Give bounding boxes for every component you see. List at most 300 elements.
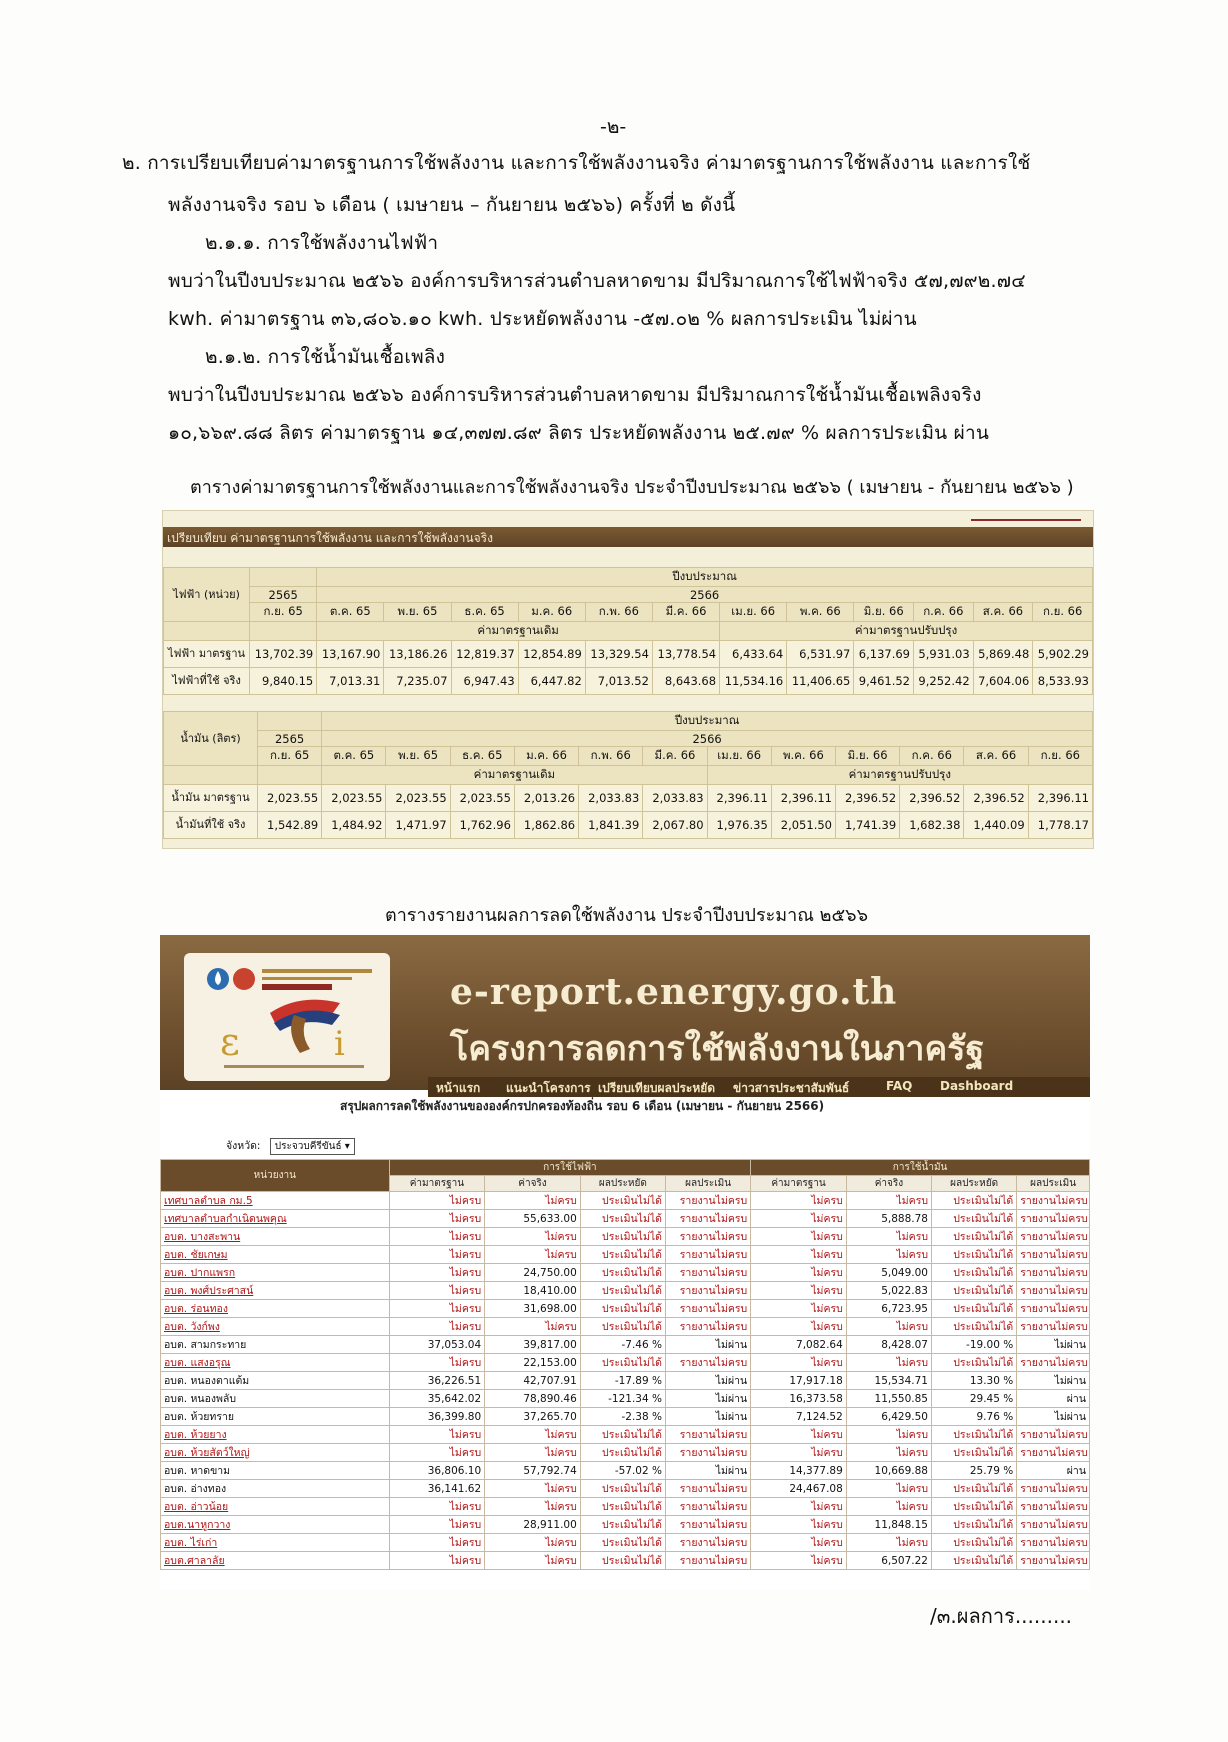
value-cell: 2,067.80 bbox=[643, 812, 707, 839]
value-cell: ไม่ครบ bbox=[846, 1354, 931, 1372]
value-cell: 17,917.18 bbox=[751, 1372, 847, 1390]
month-row bbox=[164, 603, 1093, 622]
decor-line bbox=[971, 513, 1081, 521]
electric-header: การใช้ไฟฟ้า bbox=[389, 1160, 751, 1176]
fiscal-year-label: ปีงบประมาณ bbox=[322, 712, 1093, 731]
month-header: เม.ย. 66 bbox=[707, 747, 771, 766]
electric-line-2: kwh. ค่ามาตรฐาน ๓๖,๘๐๖.๑๐ kwh. ประหยัดพลังงาน -๕๗.๐๒ % ผลการประเมิน ไม่ผ่าน bbox=[168, 308, 917, 330]
value-cell: 5,902.29 bbox=[1033, 641, 1093, 668]
value-cell: 36,399.80 bbox=[389, 1408, 485, 1426]
value-cell: ไม่ครบ bbox=[485, 1444, 581, 1462]
value-cell: ประเมินไม่ได้ bbox=[932, 1480, 1017, 1498]
value-cell: 5,049.00 bbox=[846, 1264, 931, 1282]
blank-cell bbox=[250, 622, 317, 641]
unit-name-link[interactable]: อบต.ศาลาลัย bbox=[161, 1552, 390, 1570]
unit-header: หน่วยงาน bbox=[161, 1160, 390, 1192]
value-cell: 5,869.48 bbox=[973, 641, 1033, 668]
value-cell: ไม่ผ่าน bbox=[665, 1372, 750, 1390]
column-header: ค่าจริง bbox=[485, 1176, 581, 1192]
value-cell: รายงานไม่ครบ bbox=[1017, 1480, 1090, 1498]
value-cell: ไม่ผ่าน bbox=[665, 1408, 750, 1426]
value-cell: ประเมินไม่ได้ bbox=[932, 1534, 1017, 1552]
value-cell: ประเมินไม่ได้ bbox=[932, 1318, 1017, 1336]
table-row bbox=[161, 1444, 1090, 1462]
value-cell: ประเมินไม่ได้ bbox=[580, 1300, 665, 1318]
value-cell: ไม่ครบ bbox=[389, 1282, 485, 1300]
ereport-url: e-report.energy.go.th bbox=[450, 971, 898, 1013]
value-cell: 16,373.58 bbox=[751, 1390, 847, 1408]
value-cell: 2,396.11 bbox=[1028, 785, 1092, 812]
blank-cell bbox=[164, 622, 250, 641]
value-cell: 39,817.00 bbox=[485, 1336, 581, 1354]
unit-name-link[interactable]: อบต. หนองตาแต้ม bbox=[161, 1372, 390, 1390]
value-cell: 13,167.90 bbox=[317, 641, 384, 668]
unit-name-link[interactable]: อบต. วังก์พง bbox=[161, 1318, 390, 1336]
table-row bbox=[161, 1498, 1090, 1516]
value-cell: ไม่ผ่าน bbox=[665, 1390, 750, 1408]
nav-compare[interactable]: เปรียบเทียบผลประหยัด bbox=[598, 1081, 716, 1095]
value-cell: ไม่ครบ bbox=[846, 1228, 931, 1246]
value-cell: 1,762.96 bbox=[450, 812, 514, 839]
month-header: ก.ค. 66 bbox=[914, 603, 974, 622]
value-cell: 14,377.89 bbox=[751, 1462, 847, 1480]
table-row bbox=[161, 1372, 1090, 1390]
value-cell: รายงานไม่ครบ bbox=[1017, 1444, 1090, 1462]
value-cell: ไม่ครบ bbox=[846, 1192, 931, 1210]
report-caption: ตารางรายงานผลการลดใช้พลังงาน ประจำปีงบประมาณ ๒๕๖๖ bbox=[385, 905, 869, 926]
province-filter bbox=[226, 1137, 355, 1155]
value-cell: -17.89 % bbox=[580, 1372, 665, 1390]
value-cell: ไม่ครบ bbox=[485, 1318, 581, 1336]
value-cell: รายงานไม่ครบ bbox=[1017, 1300, 1090, 1318]
value-cell: ประเมินไม่ได้ bbox=[932, 1192, 1017, 1210]
value-cell: ไม่ครบ bbox=[389, 1444, 485, 1462]
value-cell: 37,265.70 bbox=[485, 1408, 581, 1426]
province-value: ประจวบคีรีขันธ์ bbox=[274, 1141, 342, 1152]
unit-name-link[interactable]: อบต. สามกระทาย bbox=[161, 1336, 390, 1354]
standard-old-label: ค่ามาตรฐานเดิม bbox=[322, 766, 707, 785]
month-header: มิ.ย. 66 bbox=[854, 603, 914, 622]
value-cell: ไม่ครบ bbox=[751, 1210, 847, 1228]
unit-name-link[interactable]: อบต. อ่าวน้อย bbox=[161, 1498, 390, 1516]
column-header: ผลประหยัด bbox=[580, 1176, 665, 1192]
comparison-image bbox=[162, 510, 1094, 849]
value-cell: รายงานไม่ครบ bbox=[665, 1552, 750, 1570]
value-cell: รายงานไม่ครบ bbox=[665, 1210, 750, 1228]
svg-text:ε: ε bbox=[220, 1020, 240, 1064]
ereport-nav bbox=[428, 1077, 1090, 1097]
value-cell: 5,022.83 bbox=[846, 1282, 931, 1300]
table-row bbox=[161, 1192, 1090, 1210]
value-cell: 13.30 % bbox=[932, 1372, 1017, 1390]
value-cell: ประเมินไม่ได้ bbox=[932, 1516, 1017, 1534]
month-header: ธ.ค. 65 bbox=[450, 747, 514, 766]
value-cell: 31,698.00 bbox=[485, 1300, 581, 1318]
subsection-electric-title: ๒.๑.๑. การใช้พลังงานไฟฟ้า bbox=[205, 232, 439, 254]
value-cell: ประเมินไม่ได้ bbox=[580, 1228, 665, 1246]
unit-name-link[interactable]: อบต. บางสะพาน bbox=[161, 1228, 390, 1246]
month-header: ก.ย. 65 bbox=[250, 603, 317, 622]
value-cell: ไม่ครบ bbox=[389, 1426, 485, 1444]
footer-continuation: /๓.ผลการ......... bbox=[930, 1604, 1073, 1628]
value-cell: ไม่ครบ bbox=[751, 1228, 847, 1246]
value-cell: 2,396.11 bbox=[707, 785, 771, 812]
month-header: ม.ค. 66 bbox=[514, 747, 578, 766]
unit-name-link[interactable]: อบต. ปากแพรก bbox=[161, 1264, 390, 1282]
table-row bbox=[161, 1318, 1090, 1336]
row-group-label: น้ำมัน (ลิตร) bbox=[164, 712, 258, 766]
value-cell: 6,429.50 bbox=[846, 1408, 931, 1426]
value-cell: 36,141.62 bbox=[389, 1480, 485, 1498]
ereport-project-title: โครงการลดการใช้พลังงานในภาครัฐ bbox=[450, 1029, 985, 1069]
unit-name-link[interactable]: อบต. หาดขาม bbox=[161, 1462, 390, 1480]
value-cell: ไม่ผ่าน bbox=[1017, 1408, 1090, 1426]
value-cell: รายงานไม่ครบ bbox=[1017, 1282, 1090, 1300]
header-row bbox=[164, 712, 1093, 731]
month-header: ต.ค. 65 bbox=[322, 747, 386, 766]
value-cell: ไม่ครบ bbox=[751, 1318, 847, 1336]
value-cell: 6,947.43 bbox=[451, 668, 518, 695]
table-row bbox=[161, 1210, 1090, 1228]
unit-name-link[interactable]: เทศบาลตำบล กม.5 bbox=[161, 1192, 390, 1210]
value-cell: 9,252.42 bbox=[914, 668, 974, 695]
value-cell: รายงานไม่ครบ bbox=[665, 1444, 750, 1462]
value-cell: ไม่ครบ bbox=[751, 1282, 847, 1300]
value-cell: รายงานไม่ครบ bbox=[665, 1282, 750, 1300]
ereport-table bbox=[160, 1159, 1090, 1570]
value-cell: 6,433.64 bbox=[720, 641, 787, 668]
value-cell: 11,406.65 bbox=[787, 668, 854, 695]
value-cell: 10,669.88 bbox=[846, 1462, 931, 1480]
month-header: ก.ย. 66 bbox=[1033, 603, 1093, 622]
value-cell: 12,854.89 bbox=[518, 641, 585, 668]
value-cell: ไม่ครบ bbox=[485, 1192, 581, 1210]
value-cell: ไม่ครบ bbox=[389, 1534, 485, 1552]
ministry-logo bbox=[184, 953, 390, 1081]
unit-name-link[interactable]: เทศบาลตำบลกำเนิดนพคุณ bbox=[161, 1210, 390, 1228]
nav-faq[interactable]: FAQ bbox=[886, 1079, 913, 1093]
value-cell: รายงานไม่ครบ bbox=[1017, 1228, 1090, 1246]
value-cell: ไม่ครบ bbox=[389, 1210, 485, 1228]
unit-name-link[interactable]: อบต. อ่างทอง bbox=[161, 1480, 390, 1498]
value-cell: 42,707.91 bbox=[485, 1372, 581, 1390]
blank-cell bbox=[258, 712, 322, 731]
value-cell: ไม่ครบ bbox=[846, 1480, 931, 1498]
table-row bbox=[161, 1354, 1090, 1372]
column-header: ค่ามาตรฐาน bbox=[751, 1176, 847, 1192]
value-cell: ประเมินไม่ได้ bbox=[580, 1354, 665, 1372]
year-row bbox=[164, 731, 1093, 747]
value-cell: ผ่าน bbox=[1017, 1462, 1090, 1480]
header-row bbox=[164, 568, 1093, 587]
value-cell: 1,440.09 bbox=[964, 812, 1028, 839]
value-cell: ประเมินไม่ได้ bbox=[932, 1228, 1017, 1246]
month-header: พ.ย. 65 bbox=[386, 747, 450, 766]
oil-line-2: ๑๐,๖๖๙.๘๘ ลิตร ค่ามาตรฐาน ๑๔,๓๗๗.๘๙ ลิตร ประหยัดพลังงาน ๒๕.๗๙ % ผลการประเมิน ผ่าน bbox=[168, 422, 990, 444]
month-header: ส.ค. 66 bbox=[964, 747, 1028, 766]
unit-name-link[interactable]: อบต. ห้วยทราย bbox=[161, 1408, 390, 1426]
month-header: ธ.ค. 65 bbox=[451, 603, 518, 622]
value-cell: 18,410.00 bbox=[485, 1282, 581, 1300]
value-cell: 25.79 % bbox=[932, 1462, 1017, 1480]
value-cell: ไม่ครบ bbox=[846, 1444, 931, 1462]
value-cell: ประเมินไม่ได้ bbox=[580, 1480, 665, 1498]
unit-name-link[interactable]: อบต. แสงอรุณ bbox=[161, 1354, 390, 1372]
unit-name-link[interactable]: อบต. ร่อนทอง bbox=[161, 1300, 390, 1318]
nav-news[interactable]: ข่าวสารประชาสัมพันธ์ bbox=[733, 1081, 850, 1095]
value-cell: 6,507.22 bbox=[846, 1552, 931, 1570]
value-cell: ประเมินไม่ได้ bbox=[580, 1498, 665, 1516]
ereport-summary: สรุปผลการลดใช้พลังงานขององค์กรปกครองท้องถิ่น รอบ 6 เดือน (เมษายน - กันยายน 2566) bbox=[340, 1099, 825, 1113]
value-cell: ไม่ครบ bbox=[389, 1246, 485, 1264]
value-cell: รายงานไม่ครบ bbox=[665, 1318, 750, 1336]
table-row bbox=[161, 1300, 1090, 1318]
standard-label-row bbox=[164, 622, 1093, 641]
value-cell: 7,082.64 bbox=[751, 1336, 847, 1354]
value-cell: รายงานไม่ครบ bbox=[665, 1300, 750, 1318]
value-cell: 6,447.82 bbox=[518, 668, 585, 695]
value-cell: ประเมินไม่ได้ bbox=[932, 1498, 1017, 1516]
year-row bbox=[164, 587, 1093, 603]
unit-name-link[interactable]: อบต. หนองพลับ bbox=[161, 1390, 390, 1408]
value-cell: 2,023.55 bbox=[386, 785, 450, 812]
value-cell: ไม่ครบ bbox=[485, 1228, 581, 1246]
column-header: ผลประหยัด bbox=[932, 1176, 1017, 1192]
month-header: ม.ค. 66 bbox=[518, 603, 585, 622]
value-cell: ไม่ครบ bbox=[389, 1498, 485, 1516]
value-cell: รายงานไม่ครบ bbox=[665, 1516, 750, 1534]
province-label: จังหวัด: bbox=[226, 1140, 261, 1152]
standard-new-label: ค่ามาตรฐานปรับปรุง bbox=[720, 622, 1093, 641]
column-header: ค่าจริง bbox=[846, 1176, 931, 1192]
value-cell: 8,533.93 bbox=[1033, 668, 1093, 695]
value-cell: ไม่ครบ bbox=[751, 1552, 847, 1570]
value-cell: ประเมินไม่ได้ bbox=[932, 1444, 1017, 1462]
value-cell: รายงานไม่ครบ bbox=[1017, 1264, 1090, 1282]
row-label: น้ำมัน มาตรฐาน bbox=[164, 785, 258, 812]
table-row bbox=[161, 1516, 1090, 1534]
value-cell: ไม่ครบ bbox=[751, 1300, 847, 1318]
value-cell: ไม่ครบ bbox=[751, 1426, 847, 1444]
value-cell: 2,051.50 bbox=[771, 812, 835, 839]
value-cell: 1,484.92 bbox=[322, 812, 386, 839]
value-cell: 2,033.83 bbox=[579, 785, 643, 812]
value-cell: 9.76 % bbox=[932, 1408, 1017, 1426]
value-cell: 1,682.38 bbox=[900, 812, 964, 839]
month-header: เม.ย. 66 bbox=[720, 603, 787, 622]
value-cell: ไม่ครบ bbox=[389, 1516, 485, 1534]
month-header: ส.ค. 66 bbox=[973, 603, 1033, 622]
value-cell: ไม่ผ่าน bbox=[665, 1336, 750, 1354]
value-cell: ไม่ครบ bbox=[485, 1480, 581, 1498]
value-cell: ไม่ครบ bbox=[846, 1426, 931, 1444]
value-cell: รายงานไม่ครบ bbox=[1017, 1516, 1090, 1534]
value-cell: ประเมินไม่ได้ bbox=[580, 1282, 665, 1300]
value-cell: ประเมินไม่ได้ bbox=[580, 1192, 665, 1210]
value-cell: 1,542.89 bbox=[258, 812, 322, 839]
value-cell: 24,467.08 bbox=[751, 1480, 847, 1498]
year-prev: 2565 bbox=[258, 731, 322, 747]
ereport-header bbox=[160, 935, 1090, 1090]
value-cell: 7,013.31 bbox=[317, 668, 384, 695]
value-cell: -2.38 % bbox=[580, 1408, 665, 1426]
value-cell: ประเมินไม่ได้ bbox=[580, 1264, 665, 1282]
value-cell: 12,819.37 bbox=[451, 641, 518, 668]
energy-logo-icon bbox=[184, 953, 390, 1081]
value-cell: ประเมินไม่ได้ bbox=[580, 1210, 665, 1228]
ereport-image bbox=[160, 935, 1090, 1590]
value-cell: ไม่ครบ bbox=[389, 1264, 485, 1282]
unit-name-link[interactable]: อบต. ชัยเกษม bbox=[161, 1246, 390, 1264]
value-cell: ประเมินไม่ได้ bbox=[580, 1552, 665, 1570]
value-cell: 2,023.55 bbox=[322, 785, 386, 812]
value-cell: ไม่ครบ bbox=[751, 1516, 847, 1534]
nav-dashboard[interactable]: Dashboard bbox=[940, 1079, 1014, 1093]
value-cell: 2,013.26 bbox=[514, 785, 578, 812]
elec-std-row bbox=[164, 641, 1093, 668]
year-current: 2566 bbox=[317, 587, 1093, 603]
nav-intro[interactable]: แนะนำโครงการ bbox=[506, 1081, 591, 1095]
standard-new-label: ค่ามาตรฐานปรับปรุง bbox=[707, 766, 1092, 785]
value-cell: ไม่ครบ bbox=[846, 1534, 931, 1552]
electric-line-1: พบว่าในปีงบประมาณ ๒๕๖๖ องค์การบริหารส่วนตำบลหาดขาม มีปริมาณการใช้ไฟฟ้าจริง ๕๗,๗๙๒.๗๔ bbox=[168, 270, 1026, 292]
unit-name-link[interactable]: อบต. พงศ์ประศาสน์ bbox=[161, 1282, 390, 1300]
standard-old-label: ค่ามาตรฐานเดิม bbox=[317, 622, 720, 641]
value-cell: ไม่ครบ bbox=[485, 1426, 581, 1444]
value-cell: 7,235.07 bbox=[384, 668, 451, 695]
section-line-2: พลังงานจริง รอบ ๖ เดือน ( เมษายน – กันยายน ๒๕๖๖) ครั้งที่ ๒ ดังนี้ bbox=[168, 194, 736, 216]
month-header: พ.ค. 66 bbox=[787, 603, 854, 622]
value-cell: 7,604.06 bbox=[973, 668, 1033, 695]
value-cell: 13,329.54 bbox=[585, 641, 652, 668]
value-cell: 1,841.39 bbox=[579, 812, 643, 839]
page-number: -๒- bbox=[600, 116, 627, 138]
value-cell: 1,471.97 bbox=[386, 812, 450, 839]
value-cell: รายงานไม่ครบ bbox=[1017, 1552, 1090, 1570]
unit-name-link[interactable]: อบต.นาหูกวาง bbox=[161, 1516, 390, 1534]
section-line-1: ๒. การเปรียบเทียบค่ามาตรฐานการใช้พลังงาน และการใช้พลังงานจริง ค่ามาตรฐานการใช้พลังงาน และการใช้ bbox=[122, 152, 1031, 174]
unit-name-link[interactable]: อบต. ห้วยสัตว์ใหญ่ bbox=[161, 1444, 390, 1462]
value-cell: 57,792.74 bbox=[485, 1462, 581, 1480]
value-cell: 9,840.15 bbox=[250, 668, 317, 695]
month-header: มิ.ย. 66 bbox=[835, 747, 899, 766]
value-cell: 24,750.00 bbox=[485, 1264, 581, 1282]
value-cell: 7,013.52 bbox=[585, 668, 652, 695]
value-cell: ประเมินไม่ได้ bbox=[580, 1246, 665, 1264]
oil-act-row bbox=[164, 812, 1093, 839]
value-cell: รายงานไม่ครบ bbox=[665, 1480, 750, 1498]
header-row bbox=[161, 1160, 1090, 1176]
value-cell: 7,124.52 bbox=[751, 1408, 847, 1426]
nav-home[interactable]: หน้าแรก bbox=[436, 1081, 481, 1095]
value-cell: 1,778.17 bbox=[1028, 812, 1092, 839]
value-cell: 2,396.52 bbox=[835, 785, 899, 812]
year-prev: 2565 bbox=[250, 587, 317, 603]
column-header: ผลประเมิน bbox=[665, 1176, 750, 1192]
value-cell: ไม่ครบ bbox=[389, 1552, 485, 1570]
value-cell: ประเมินไม่ได้ bbox=[932, 1282, 1017, 1300]
value-cell: ไม่ครบ bbox=[751, 1444, 847, 1462]
month-header: ก.พ. 66 bbox=[579, 747, 643, 766]
month-header: ก.พ. 66 bbox=[585, 603, 652, 622]
value-cell: 15,534.71 bbox=[846, 1372, 931, 1390]
value-cell: ไม่ครบ bbox=[751, 1498, 847, 1516]
value-cell: รายงานไม่ครบ bbox=[665, 1192, 750, 1210]
value-cell: 1,741.39 bbox=[835, 812, 899, 839]
oil-comparison-table bbox=[163, 711, 1093, 839]
value-cell: ไม่ครบ bbox=[846, 1498, 931, 1516]
table-row bbox=[161, 1426, 1090, 1444]
value-cell: รายงานไม่ครบ bbox=[665, 1228, 750, 1246]
value-cell: 1,862.86 bbox=[514, 812, 578, 839]
column-header: ผลประเมิน bbox=[1017, 1176, 1090, 1192]
value-cell: 2,023.55 bbox=[450, 785, 514, 812]
value-cell: 5,931.03 bbox=[914, 641, 974, 668]
value-cell: 28,911.00 bbox=[485, 1516, 581, 1534]
value-cell: 13,186.26 bbox=[384, 641, 451, 668]
value-cell: 9,461.52 bbox=[854, 668, 914, 695]
month-header: ก.ย. 65 bbox=[258, 747, 322, 766]
value-cell: -19.00 % bbox=[932, 1336, 1017, 1354]
value-cell: รายงานไม่ครบ bbox=[1017, 1318, 1090, 1336]
value-cell: ไม่ครบ bbox=[485, 1246, 581, 1264]
value-cell: ไม่ครบ bbox=[485, 1534, 581, 1552]
value-cell: รายงานไม่ครบ bbox=[665, 1426, 750, 1444]
svg-text:i: i bbox=[334, 1024, 345, 1064]
value-cell: ไม่ครบ bbox=[846, 1318, 931, 1336]
value-cell: -121.34 % bbox=[580, 1390, 665, 1408]
value-cell: 36,806.10 bbox=[389, 1462, 485, 1480]
subsection-oil-title: ๒.๑.๒. การใช้น้ำมันเชื้อเพลิง bbox=[205, 346, 446, 368]
value-cell: ไม่ผ่าน bbox=[1017, 1336, 1090, 1354]
value-cell: 6,531.97 bbox=[787, 641, 854, 668]
value-cell: 11,534.16 bbox=[720, 668, 787, 695]
value-cell: รายงานไม่ครบ bbox=[1017, 1210, 1090, 1228]
row-label: ไฟฟ้า มาตรฐาน bbox=[164, 641, 250, 668]
fiscal-year-label: ปีงบประมาณ bbox=[317, 568, 1093, 587]
value-cell: ผ่าน bbox=[1017, 1390, 1090, 1408]
value-cell: ไม่ครบ bbox=[751, 1264, 847, 1282]
unit-name-link[interactable]: อบต. ห้วยยาง bbox=[161, 1426, 390, 1444]
value-cell: รายงานไม่ครบ bbox=[1017, 1426, 1090, 1444]
table-row bbox=[161, 1534, 1090, 1552]
table-row bbox=[161, 1228, 1090, 1246]
value-cell: รายงานไม่ครบ bbox=[1017, 1498, 1090, 1516]
value-cell: ประเมินไม่ได้ bbox=[932, 1354, 1017, 1372]
value-cell: 6,723.95 bbox=[846, 1300, 931, 1318]
value-cell: 2,023.55 bbox=[258, 785, 322, 812]
value-cell: รายงานไม่ครบ bbox=[1017, 1354, 1090, 1372]
value-cell: ไม่ครบ bbox=[485, 1552, 581, 1570]
table-row bbox=[161, 1408, 1090, 1426]
province-select[interactable] bbox=[270, 1138, 355, 1155]
value-cell: รายงานไม่ครบ bbox=[665, 1534, 750, 1552]
month-header: มี.ค. 66 bbox=[643, 747, 707, 766]
comparison-caption: ตารางค่ามาตรฐานการใช้พลังงานและการใช้พลังงานจริง ประจำปีงบประมาณ ๒๕๖๖ ( เมษายน - กันยายน ๒๕๖๖ ) bbox=[190, 477, 1074, 498]
value-cell: ประเมินไม่ได้ bbox=[932, 1246, 1017, 1264]
comparison-title: เปรียบเทียบ ค่ามาตรฐานการใช้พลังงาน และการใช้พลังงานจริง bbox=[167, 531, 493, 545]
table-row bbox=[161, 1246, 1090, 1264]
value-cell: ไม่ครบ bbox=[751, 1354, 847, 1372]
value-cell: 2,396.52 bbox=[900, 785, 964, 812]
value-cell: รายงานไม่ครบ bbox=[1017, 1246, 1090, 1264]
month-header: มี.ค. 66 bbox=[652, 603, 719, 622]
value-cell: ประเมินไม่ได้ bbox=[932, 1426, 1017, 1444]
value-cell: รายงานไม่ครบ bbox=[665, 1246, 750, 1264]
value-cell: ประเมินไม่ได้ bbox=[932, 1300, 1017, 1318]
unit-name-link[interactable]: อบต. ไร่เก่า bbox=[161, 1534, 390, 1552]
month-header: ก.ค. 66 bbox=[900, 747, 964, 766]
